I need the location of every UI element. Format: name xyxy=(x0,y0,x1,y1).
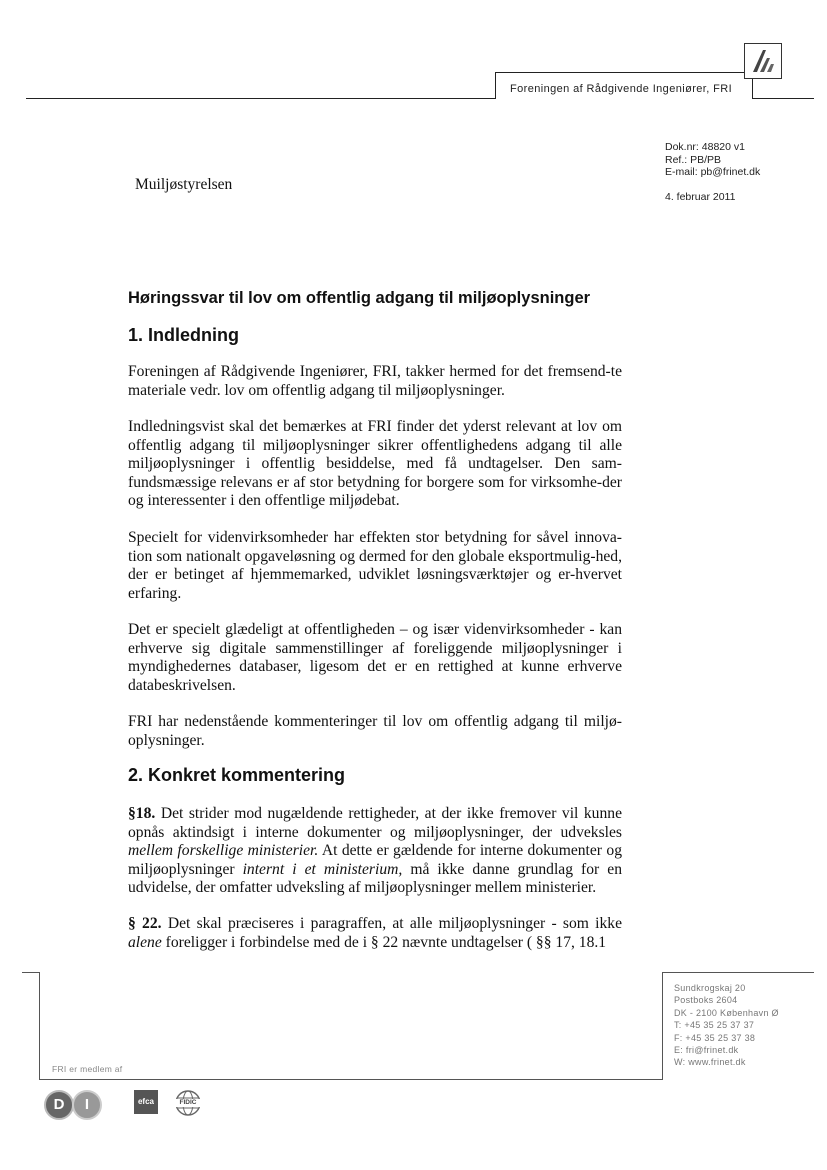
doc-number: Dok.nr: 48820 v1 xyxy=(665,141,745,153)
efca-logo xyxy=(134,1090,158,1114)
document-title: Høringssvar til lov om offentlig adgang til miljøoplysninger xyxy=(128,289,591,307)
address-email: E: fri@frinet.dk xyxy=(674,1045,739,1056)
paragraph-18-text-1: Det strider mod nugældende rettigheder, at der ikke fremover vil kunne opnås aktindsigt i interne dokumenter og miljøoplysninger, der udveksles xyxy=(128,805,622,841)
header-rule-top xyxy=(495,72,745,73)
paragraph-18-italic-1: mellem forskellige ministerier. xyxy=(128,842,319,860)
address-web: W: www.frinet.dk xyxy=(674,1057,746,1068)
doc-email: E-mail: pb@frinet.dk xyxy=(665,166,761,178)
header-org-line: Foreningen af Rådgivende Ingeniører, FRI xyxy=(510,83,733,95)
di-logo-i-text: I xyxy=(84,1096,90,1113)
header-rule-right xyxy=(752,98,814,99)
section-1-paragraph-5: FRI har nedenstående kommenteringer til lov om offentlig adgang til miljø-oplysninger. xyxy=(128,713,622,749)
section-2-heading: 2. Konkret kommentering xyxy=(128,765,346,785)
section-1-heading: 1. Indledning xyxy=(128,325,239,345)
footer-rule-left xyxy=(39,972,40,1080)
footer-member-text: FRI er medlem af xyxy=(52,1064,123,1074)
address-pobox: Postboks 2604 xyxy=(674,995,738,1006)
address-street: Sundkrogskaj 20 xyxy=(674,983,746,993)
doc-date: 4. februar 2011 xyxy=(665,190,736,203)
fidic-logo-text: FIDIC xyxy=(174,1099,202,1107)
paragraph-22-text-1: Det skal præciseres i paragraffen, at alle miljøoplysninger - som ikke xyxy=(161,915,623,932)
header-rule-tick xyxy=(495,72,496,99)
paragraph-18-text-2: At dette er gældende for interne dokumenter og miljøoplysninger xyxy=(128,842,622,878)
section-1-paragraph-1: Foreningen af Rådgivende Ingeniører, FRI, takker hermed for det fremsend-te materiale vedr. lov om offentlig adgang til miljøoplysninger. xyxy=(128,363,622,399)
address-fax: F: +45 35 25 37 38 xyxy=(674,1032,756,1043)
efca-logo-text: efca xyxy=(137,1097,154,1106)
footer-rule-right xyxy=(662,972,663,1080)
di-logo-d xyxy=(44,1090,74,1120)
footer-address xyxy=(674,982,779,1069)
header-rule-left xyxy=(26,98,496,99)
section-1-paragraph-4: Det er specielt glædeligt at offentligheden – og især videnvirksomheder - kan erhverve sig digitale sammenstillinger af foreliggende miljøoplysninger i myndighedernes databaser, ligesom det er en rettighed at kunne erhverve databeskrivelsen. xyxy=(128,621,622,694)
paragraph-22-italic-1: alene xyxy=(128,933,162,951)
di-logo-i xyxy=(72,1090,102,1120)
section-2-paragraph-22 xyxy=(128,915,622,952)
paragraph-22-text-2: foreligger i forbindelse med de i § 22 nævnte undtagelser ( §§ 17, 18.1 xyxy=(161,933,607,951)
address-city: DK - 2100 København Ø xyxy=(674,1007,779,1018)
paragraph-22-label: § 22. xyxy=(128,915,162,932)
footer-rule-bottom xyxy=(39,1079,663,1080)
doc-ref: Ref.: PB/PB xyxy=(665,153,722,166)
di-logo-d-text: D xyxy=(53,1096,65,1113)
section-1-paragraph-2: Indledningsvist skal det bemærkes at FRI finder det yderst relevant at lov om offentlig adgang til miljøoplysninger sikrer offentlighedens adgang til alle miljøoplysninger i offentlig besiddelse, med få undtagelser. Den sam-fundsmæssige relevans er af stor betydning for borgere som for virksomhe-der og interessenter i den offentlige miljødebat. xyxy=(128,418,622,510)
doc-meta xyxy=(665,141,760,203)
section-1-paragraph-3: Specielt for videnvirksomheder har effekten stor betydning for såvel innova-tion som nationalt opgaveløsning og dermed for den globale eksportmulig-hed, der er betinget af hjemmemarked, udviklet løsningsværktøjer og er-hvervet erfaring. xyxy=(128,529,622,602)
fri-logo-icon xyxy=(744,43,782,79)
paragraph-18-text-3: må ikke danne grundlag for en udvidelse, der omfatter udveksling af miljøoplysninger mellem ministerier. xyxy=(128,860,623,897)
section-2-paragraph-18 xyxy=(128,805,622,898)
footer-rule-top-right xyxy=(662,972,814,973)
address-phone: T: +45 35 25 37 37 xyxy=(674,1020,755,1031)
footer-rule-top-left xyxy=(22,972,40,973)
fidic-logo-icon xyxy=(174,1089,202,1117)
paragraph-18-italic-2: internt i et ministerium, xyxy=(242,860,403,878)
recipient: Muiljøstyrelsen xyxy=(135,176,233,193)
paragraph-18-label: §18. xyxy=(128,805,156,822)
